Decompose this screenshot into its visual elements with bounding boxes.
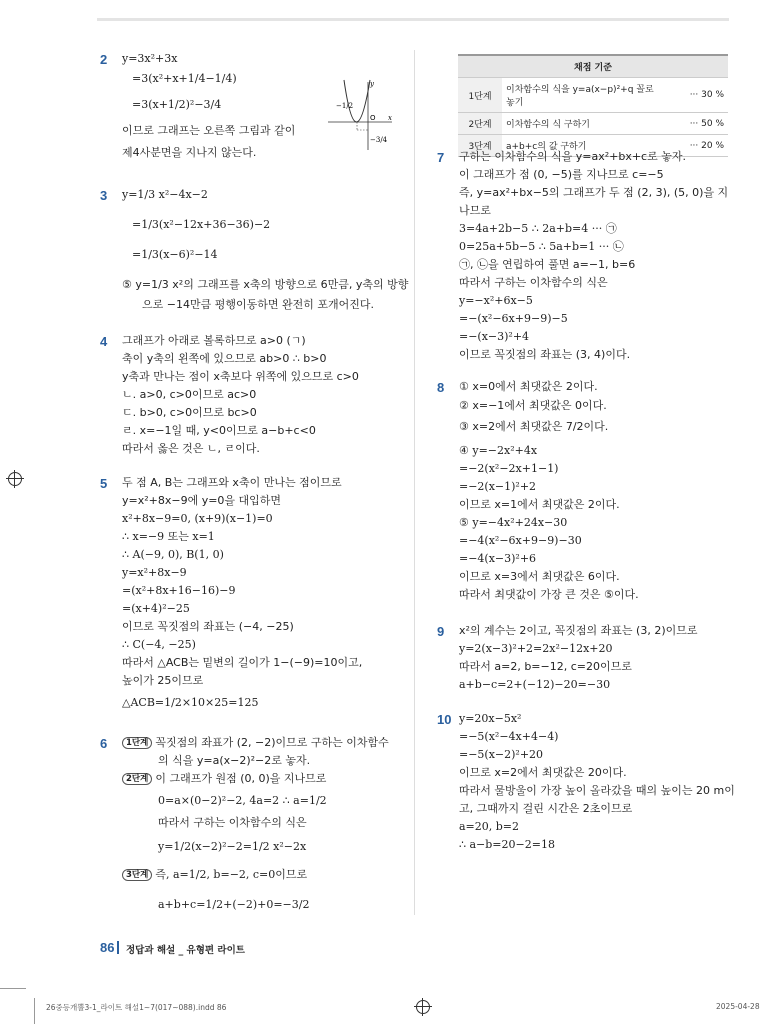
text-line: 이므로 그래프는 오른쪽 그림과 같이 (122, 124, 296, 137)
footer-title: 정답과 해설 _ 유형편 라이트 (126, 945, 245, 956)
crop-mark (0, 988, 26, 989)
y-axis-label: y (370, 80, 374, 88)
text-line: 의 식을 y=a(x−2)²−2로 놓자. (158, 754, 311, 767)
registration-mark-icon (8, 472, 22, 486)
problem-number: 4 (100, 334, 108, 349)
text-line: ㉠, ㉡을 연립하여 풀면 a=−1, b=6 (459, 258, 636, 271)
eq-line: △ACB=1/2×10×25=125 (122, 696, 259, 709)
text-line: 구하는 이차함수의 식을 y=ax²+bx+c로 놓자. (459, 150, 686, 163)
eq-line: ④ y=−2x²+4x (459, 444, 538, 457)
grading-desc: 이차함수의 식 구하기 (502, 113, 664, 135)
grading-desc: a+b+c의 값 구하기 (502, 135, 664, 157)
eq-line: =3(x²+x+1/4−1/4) (132, 72, 237, 85)
grading-pct: ··· 20 % (664, 135, 728, 157)
text-line: 따라서 구하는 이차함수의 식은 (459, 276, 608, 289)
eq-line: x²+8x−9=0, (x+9)(x−1)=0 (122, 512, 273, 525)
text-line: 따라서 옳은 것은 ㄴ, ㄹ이다. (122, 442, 260, 455)
text: 즉, a=1/2, b=−2, c=0이므로 (155, 868, 308, 881)
column-divider (414, 50, 415, 915)
problem-number: 9 (437, 624, 445, 639)
eq-line: =3(x+1/2)²−3/4 (132, 98, 222, 111)
text-line: 제4사분면을 지나지 않는다. (122, 146, 257, 159)
text-line: ⑤ y=1/3 x²의 그래프를 x축의 방향으로 6만큼, y축의 방향 (122, 278, 409, 291)
y-label: −3/4 (370, 136, 388, 144)
problem-number: 10 (437, 712, 452, 727)
file-info: 26중등개뿔3-1_라이트 해설1~7(017~088).indd 86 (46, 1003, 227, 1012)
eq-line: =−2(x−1)²+2 (459, 480, 537, 493)
eq-line: y=3x²+3x (122, 52, 178, 65)
text-line: ③ x=2에서 최댓값은 7/2이다. (459, 420, 609, 433)
eq-line: ∴ A(−9, 0), B(1, 0) (122, 548, 224, 561)
eq-line: y=x²+8x−9 (122, 566, 187, 579)
text-line: 이므로 꼭짓점의 좌표는 (3, 4)이다. (459, 348, 631, 361)
text-line: 따라서 구하는 이차함수의 식은 (158, 816, 307, 829)
text-line: 축이 y축의 왼쪽에 있으므로 ab>0 ∴ b>0 (122, 352, 327, 365)
text-line: 즉, y=ax²+bx−5의 그래프가 두 점 (2, 3), (5, 0)을 지 (459, 186, 729, 199)
grading-row (458, 78, 728, 113)
grading-row (458, 113, 728, 135)
text-line: x²의 계수는 2이고, 꼭짓점의 좌표는 (3, 2)이므로 (459, 624, 698, 637)
footer-divider (117, 941, 119, 954)
text: 꼭짓점의 좌표가 (2, −2)이므로 구하는 이차함수 (155, 736, 389, 749)
step-line (122, 868, 307, 882)
text-line: ② x=−1에서 최댓값은 0이다. (459, 399, 607, 412)
text-line: ㄹ. x=−1일 때, y<0이므로 a−b+c<0 (122, 424, 316, 437)
print-date: 2025-04-28 (716, 1002, 760, 1011)
text-line: 이므로 x=2에서 최댓값은 20이다. (459, 766, 627, 779)
x-label: −1/2 (336, 102, 354, 110)
text-line: 두 점 A, B는 그래프와 x축이 만나는 점이므로 (122, 476, 342, 489)
eq-line: =−4(x−3)²+6 (459, 552, 537, 565)
step-badge: 2단계 (122, 773, 152, 785)
eq-line: =1/3(x−6)²−14 (132, 248, 218, 261)
text-line: 따라서 a=2, b=−12, c=20이므로 (459, 660, 632, 673)
eq-line: a+b+c=1/2+(−2)+0=−3/2 (158, 898, 310, 911)
eq-line: a+b−c=2+(−12)−20=−30 (459, 678, 611, 691)
x-axis-label: x (388, 114, 392, 122)
text-line: ㄴ. a>0, c>0이므로 ac>0 (122, 388, 257, 401)
text-line: 으로 −14만큼 평행이동하면 완전히 포개어진다. (142, 298, 374, 311)
eq-line: 0=a×(0−2)²−2, 4a=2 ∴ a=1/2 (158, 794, 327, 807)
text-line: 이므로 x=3에서 최댓값은 6이다. (459, 570, 620, 583)
top-rule (97, 18, 729, 21)
eq-line: =(x²+8x+16−16)−9 (122, 584, 236, 597)
eq-line: =(x+4)²−25 (122, 602, 190, 615)
grading-table (458, 54, 728, 157)
text-line: 이므로 꼭짓점의 좌표는 (−4, −25) (122, 620, 294, 633)
text-line: 높이가 25이므로 (122, 674, 204, 687)
eq-line: 0=25a+5b−5 ∴ 5a+b=1 ··· ㉡ (459, 240, 624, 253)
text-line: 나므로 (459, 204, 491, 217)
eq-line: =−(x²−6x+9−9)−5 (459, 312, 568, 325)
origin-label: O (370, 114, 376, 122)
grading-pct: ··· 30 % (664, 78, 728, 113)
text: 이 그래프가 원점 (0, 0)을 지나므로 (155, 772, 327, 785)
grading-desc: 이차함수의 식을 y=a(x−p)²+q 꼴로 놓기 (502, 78, 664, 113)
eq-line: ∴ a−b=20−2=18 (459, 838, 555, 851)
text-line: 따라서 물방울이 가장 높이 올라갔을 때의 높이는 20 m이 (459, 784, 735, 797)
eq-line: ∴ C(−4, −25) (122, 638, 196, 651)
grading-pct: ··· 50 % (664, 113, 728, 135)
step-badge: 3단계 (122, 869, 152, 881)
eq-line: ∴ x=−9 또는 x=1 (122, 530, 215, 543)
crop-mark (34, 998, 35, 1024)
eq-line: y=−x²+6x−5 (459, 294, 533, 307)
grading-header: 채점 기준 (458, 55, 728, 78)
eq-line: =−4(x²−6x+9−9)−30 (459, 534, 582, 547)
text-line: y축과 만나는 점이 x축보다 위쪽에 있으므로 c>0 (122, 370, 359, 383)
eq-line: =−2(x²−2x+1−1) (459, 462, 559, 475)
text-line: 이 그래프가 점 (0, −5)를 지나므로 c=−5 (459, 168, 664, 181)
eq-line: ⑤ y=−4x²+24x−30 (459, 516, 568, 529)
text-line: ① x=0에서 최댓값은 2이다. (459, 380, 598, 393)
text-line: ㄷ. b>0, c>0이므로 bc>0 (122, 406, 257, 419)
text-line: 따라서 최댓값이 가장 큰 것은 ⑤이다. (459, 588, 639, 601)
eq-line: y=20x−5x² (459, 712, 522, 725)
eq-line: a=20, b=2 (459, 820, 520, 833)
text-line: 이므로 x=1에서 최댓값은 2이다. (459, 498, 620, 511)
eq-line: =1/3(x²−12x+36−36)−2 (132, 218, 271, 231)
eq-line: =−5(x²−4x+4−4) (459, 730, 559, 743)
parabola-curve (344, 80, 370, 122)
problem-number: 5 (100, 476, 108, 491)
problem-number: 2 (100, 52, 108, 67)
problem-number: 6 (100, 736, 108, 751)
registration-mark-icon (416, 1000, 430, 1014)
step-badge: 1단계 (122, 737, 152, 749)
eq-line: =−5(x−2)²+20 (459, 748, 544, 761)
grading-step: 3단계 (458, 135, 502, 157)
grading-step: 1단계 (458, 78, 502, 113)
eq-line: y=1/3 x²−4x−2 (122, 188, 208, 201)
page-number: 86 (100, 940, 115, 955)
problem-number: 8 (437, 380, 445, 395)
eq-line: y=2(x−3)²+2=2x²−12x+20 (459, 642, 613, 655)
grading-step: 2단계 (458, 113, 502, 135)
problem-number: 3 (100, 188, 108, 203)
step-line (122, 772, 326, 786)
parabola-graph (326, 74, 396, 152)
text-line: y=x²+8x−9에 y=0을 대입하면 (122, 494, 282, 507)
eq-line: 3=4a+2b−5 ∴ 2a+b=4 ··· ㉠ (459, 222, 617, 235)
text-line: 그래프가 아래로 볼록하므로 a>0 (ㄱ) (122, 334, 306, 347)
text-line: 따라서 △ACB는 밑변의 길이가 1−(−9)=10이고, (122, 656, 363, 669)
text-line: 고, 그때까지 걸린 시간은 2초이므로 (459, 802, 633, 815)
step-line (122, 736, 389, 750)
eq-line: =−(x−3)²+4 (459, 330, 530, 343)
problem-number: 7 (437, 150, 445, 165)
eq-line: y=1/2(x−2)²−2=1/2 x²−2x (158, 840, 307, 853)
